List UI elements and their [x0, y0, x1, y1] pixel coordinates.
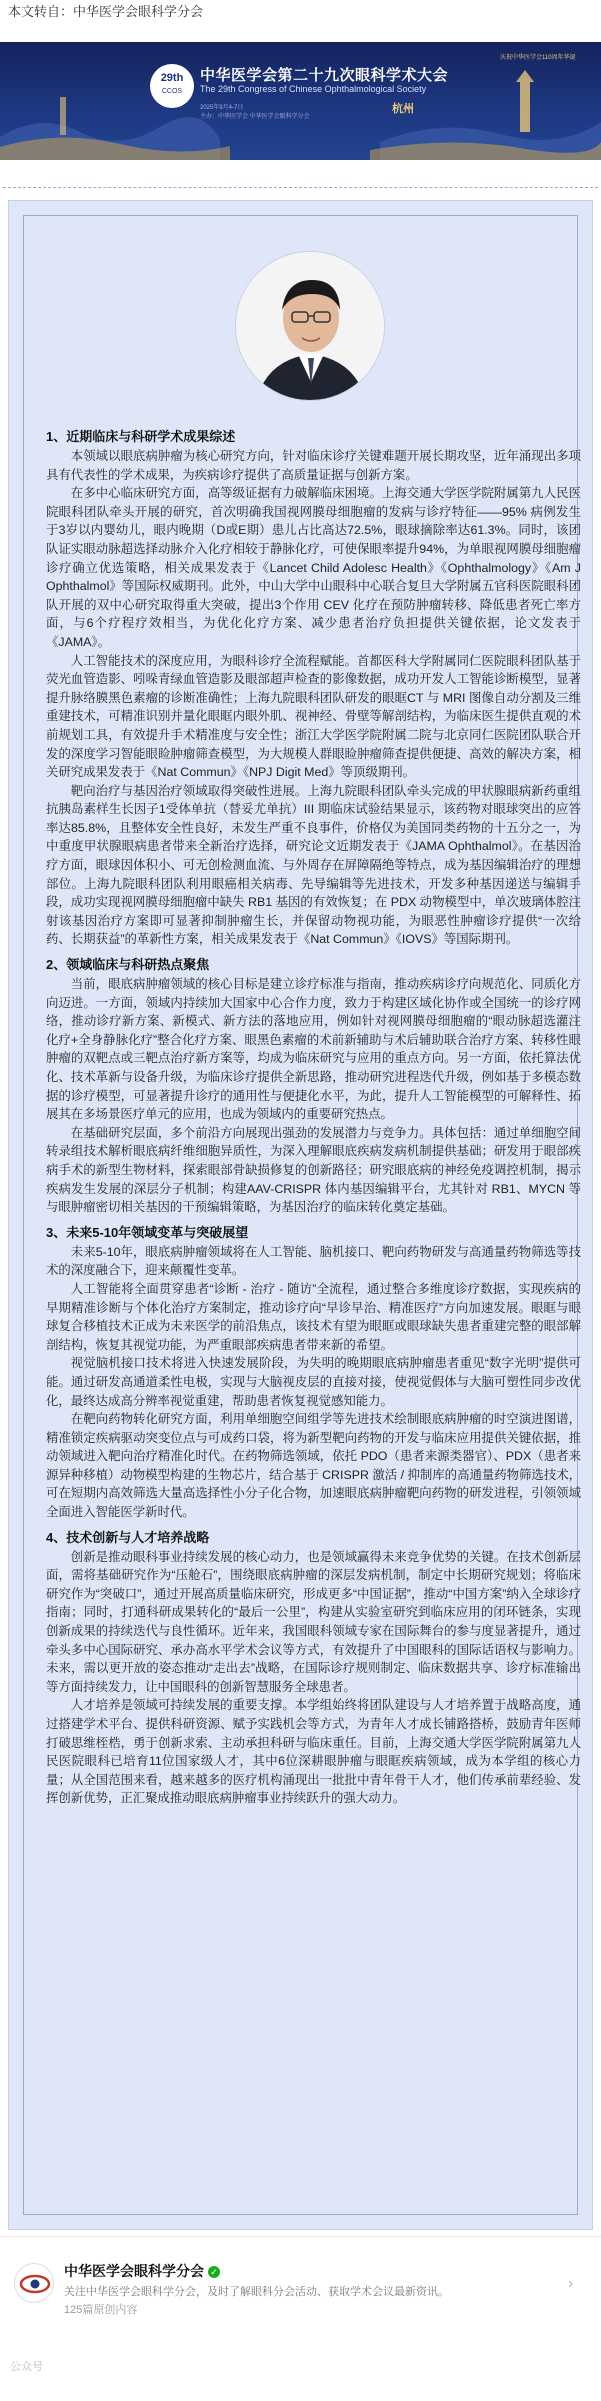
- congress-title-en: The 29th Congress of Chinese Ophthalmological Society: [200, 84, 427, 94]
- section-1-paragraph: 人工智能技术的深度应用，为眼科诊疗全流程赋能。首都医科大学附属同仁医院眼科团队基于荧光血管造影、吲哚青绿血管造影及眼部超声检查的影像数据，成功开发人工智能诊断模型，显著提升脉络膜黑色素瘤的诊断准确性；上海九院眼科团队研发的眼眶CT 与 MRI 图像自动分割及三维重建技术，可精准识别并量化眼眶内眼外肌、视神经、骨壁等解剖结构，为临床医生提供直观的术前规划工具，有效提升手术精准度与安全性；浙江大学医学院附属二院与北京同仁医院团队联合开发的深度学习智能眼睑肿瘤筛查模型，为大规模人群眼睑肿瘤筛查提供便捷、高效的解决方案，相关研究成果发表于《Nat Commun》《NPJ Digit Med》等顶级期刊。: [46, 653, 581, 780]
- section-3-paragraph: 视觉脑机接口技术将进入快速发展阶段，为失明的晚期眼底病肿瘤患者重见“数字光明”提供可能。通过研发高通道柔性电极，实现与大脑视皮层的直接对接，使视觉假体与大脑可塑性同步改优化，最终达成高分辨率视觉重建，帮助患者恢复视觉感知能力。: [46, 1356, 581, 1408]
- account-avatar[interactable]: [14, 2263, 54, 2303]
- divider: [0, 2236, 601, 2237]
- congress-meta: 2025年9月4-7日 主办：中华医学会 中华医学会眼科学分会: [200, 105, 310, 120]
- source-line: [0, 0, 601, 40]
- article-frame: [8, 200, 593, 2230]
- congress-title-cn: 中华医学会第二十九次眼科学术大会: [200, 67, 449, 84]
- article-count: 125篇原创内容: [64, 2304, 138, 2316]
- eye-logo-icon: [15, 2264, 55, 2304]
- section-4-paragraph: 创新是推动眼科事业持续发展的核心动力，也是领域赢得未来竞争优势的关键。在技术创新层面，需将基础研究作为“压舱石”，围绕眼底病肿瘤的深层发病机制，制定中长期研究规划；将临床研究作为“突破口”，通过开展高质量临床研究，形成更多“中国证据”，推动“中国方案”纳入全球诊疗指南；同时，打通科研成果转化的“最后一公里”，构建从实验室研究到临床应用的闭环链条，实现创新成果的持续迭代与良性循环。近年来，我国眼科领域专家在国际舞台的参与度显著提升，通过牵头多中心国际研究、承办高水平学术会议等方式，有效提升了中国眼科的国际话语权与影响力。未来，需以更开放的姿态推动“走出去”战略，在国际诊疗规则制定、临床数据共享、诊疗标准输出等方面持续发力，让中国眼科的创新智慧服务全球患者。: [46, 1549, 581, 1694]
- portrait-illustration: [236, 252, 385, 401]
- account-card[interactable]: [0, 2245, 601, 2375]
- account-name[interactable]: 中华医学会眼科学分会 ✓: [64, 2261, 220, 2281]
- ccos-logo: 29th CCOS: [150, 64, 194, 108]
- section-2-heading: 2、领域临床与科研热点聚焦: [46, 957, 210, 973]
- anniversary-badge: 庆祝中华医学会110周年华诞: [500, 55, 576, 61]
- section-2-paragraph: 在基础研究层面，多个前沿方向展现出强劲的发展潜力与竞争力。具体包括：通过单细胞空间转录组技术解析眼底病纤维细胞异质性，为深入理解眼底疾病发病机制提供基础；研发用于眼部疾病手术的新型生物材料，探索眼部骨缺损修复的创新路径；研究眼底病的神经免疫调控机制，揭示疾病发生发展的深层分子机制；构建AAV-CRISPR 体内基因编辑平台，尤其针对 RB1、MYCN 等与眼肿瘤密切相关基因的干预编辑策略，为基因治疗的临床转化奠定基础。: [46, 1125, 581, 1215]
- source-text: 本文转自：中华医学会眼科学分会: [8, 4, 204, 19]
- section-1-paragraph: 本领域以眼底病肿瘤为核心研究方向，针对临床诊疗关键难题开展长期攻坚，近年涌现出多项具有代表性的学术成果，为疾病诊疗提供了高质量证据与创新方案。: [46, 449, 581, 482]
- congress-place: 杭州: [392, 103, 414, 115]
- section-3-heading: 3、未来5-10年领域变革与突破展望: [46, 1224, 249, 1240]
- section-1-paragraph: 靶向治疗与基因治疗领域取得突破性进展。上海九院眼科团队牵头完成的甲状腺眼病新药重组抗胰岛素样生长因子1受体单抗（替妥尤单抗）III 期临床试验结果显示，该药物对眼球突出的应答率达85.8%，且整体安全性良好，未发生严重不良事件，价格仅为美国同类药物的十五分之一，为中重度甲状腺眼病患者带来全新治疗选择，研究论文近期发表于《JAMA Ophthalmol》。在基因治疗方面，眼球因体积小、可无创检测血流、与外周存在屏障隔绝等特点，成为基因编辑治疗的理想部位。上海九院眼科团队利用眼癌相关病毒、先导编辑等先进技术，开发多种基因递送与编辑手段，成功实现视网膜母细胞瘤中缺失 RB1 基因的有效恢复；在 PDX 动物模型中，单次玻璃体腔注射该基因治疗方案即可显著抑制肿瘤生长，并保留动物视功能，为眼恶性肿瘤诊疗提供“一次给药、长期获益”的革新性方案，相关成果发表于《Nat Commun》《IOVS》等国际期刊。: [46, 783, 581, 947]
- article-body: [46, 421, 581, 1808]
- account-description: 关注中华医学会眼科学分会，及时了解眼科分会活动、获取学术会议最新资讯。: [64, 2286, 449, 2298]
- section-1-paragraph: 在多中心临床研究方面，高等级证据有力破解临床困境。上海交通大学医学院附属第九人民医院眼科团队牵头开展的研究，首次明确我国视网膜母细胞瘤的发病与诊疗特征——95% 病例发生于3岁以内婴幼儿，眼内晚期（D或E期）患儿占比高达72.5%，眼球摘除率达61.3%。同时，该团队证实眼动脉超选择动脉介入化疗相较于静脉化疗，可使保眼率提升94%，为单眼视网膜母细胞瘤诊疗确立优选策略，相关成果发表于《Lancet Child Adolesc Health》《Ophthalmology》《Am J Ophthalmol》等国际权威期刊。此外，中山大学中山眼科中心联合复旦大学附属五官科医院眼科团队开展的双中心研究取得重大突破，提出3个作用 CEV 化疗在预防肿瘤转移、降低患者死亡率方面，与6个疗程疗效相当，为优化化疗方案、减少患者治疗负担提供关键依据，论文发表于《JAMA》。: [46, 486, 581, 649]
- section-4-paragraph: 人才培养是领域可持续发展的重要支撑。本学组始终将团队建设与人才培养置于战略高度，通过搭建学术平台、提供科研资源、赋予实践机会等方式，为青年人才成长铺路搭桥，鼓励青年医师打破思维桎梏，勇于创新求索、主动承担科研与临床重任。目前，上海交通大学医学院附属第九人民医院眼科已培育11位国家级人才，其中6位深耕眼肿瘤与眼眶疾病领域，成为本学组的核心力量；从全国范围来看，越来越多的医疗机构涌现出一批批中青年骨干人才，他们传承前辈经验、发挥创新优势，正汇聚成推动眼底病肿瘤事业持续跃升的强大动力。: [46, 1698, 581, 1806]
- footer-label: 公众号: [10, 2361, 43, 2373]
- section-3-paragraph: 未来5-10年，眼底病肿瘤领域将在人工智能、脑机接口、靶向药物研发与高通量药物筛选等技术的深度融合下，迎来颠覆性变革。: [46, 1244, 581, 1278]
- verified-icon: ✓: [208, 2266, 220, 2278]
- author-portrait: [235, 251, 385, 401]
- congress-banner: [0, 42, 601, 160]
- section-3-paragraph: 在靶向药物转化研究方面，利用单细胞空间组学等先进技术绘制眼底病肿瘤的时空演进图谱，精准锁定疾病驱动突变位点与可成药口袋，将为新型靶向药物的开发与临床应用提供关键依据，推动领域进入靶向治疗精准化时代。在药物筛选领域，依托 PDO（患者来源类器官）、PDX（患者来源异种移植）动物模型构建的生物芯片，结合基于 CRISPR 激活 / 抑制库的高通量药物筛选技术，可在短期内高效筛选大量高选择性小分子化合物，加速眼底病肿瘤靶向药物的研发进程，引领领域全面进入智能医学新时代。: [46, 1412, 581, 1520]
- section-4-heading: 4、技术创新与人才培养战略: [46, 1529, 210, 1545]
- article-panel: [23, 215, 581, 2215]
- section-1-heading: 1、近期临床与科研学术成果综述: [46, 429, 236, 444]
- section-3-paragraph: 人工智能将全面贯穿患者“诊断 - 治疗 - 随访”全流程，通过整合多维度诊疗数据，实现疾病的早期精准诊断与个体化治疗方案制定，推动诊疗向“早诊早治、精准医疗”方向加速发展。眼眶与眼球复合移植技术正成为未来医学的前沿焦点，该技术有望为眼眶或眼球缺失患者重建完整的眼部解剖结构，恢复其视觉功能，为严重眼部疾病患者带来新的希望。: [46, 1281, 581, 1352]
- section-2-paragraph: 当前，眼底病肿瘤领域的核心目标是建立诊疗标准与指南，推动疾病诊疗向规范化、同质化方向迈进。一方面，领域内持续加大国家中心合作力度，致力于构建区域化协作或全国统一的诊疗网络，推动诊疗新方案、新模式、新方法的落地应用，例如针对视网膜母细胞瘤的“眼动脉超选灌注化疗+全身静脉化疗”整合化疗方案、眼黑色素瘤的术前新辅助与术后辅助联合治疗方案、转移性眼肿瘤的双靶点或三靶点治疗新方案等，均成为临床研究与应用的重点方向。另一方面，依托算法优化、技术革新与设备升级，为临床诊疗提供全新思路，推动研究进程迭代升级，例如基于多模态数据的诊疗模型，可显著提升诊疗的通用性与便捷化水平，为此，提升人工智能模型的可解释性、拓展其在多场景医疗单元的应用，也成为领域内的重要研究热点。: [46, 977, 581, 1122]
- chevron-right-icon[interactable]: ›: [568, 2275, 574, 2292]
